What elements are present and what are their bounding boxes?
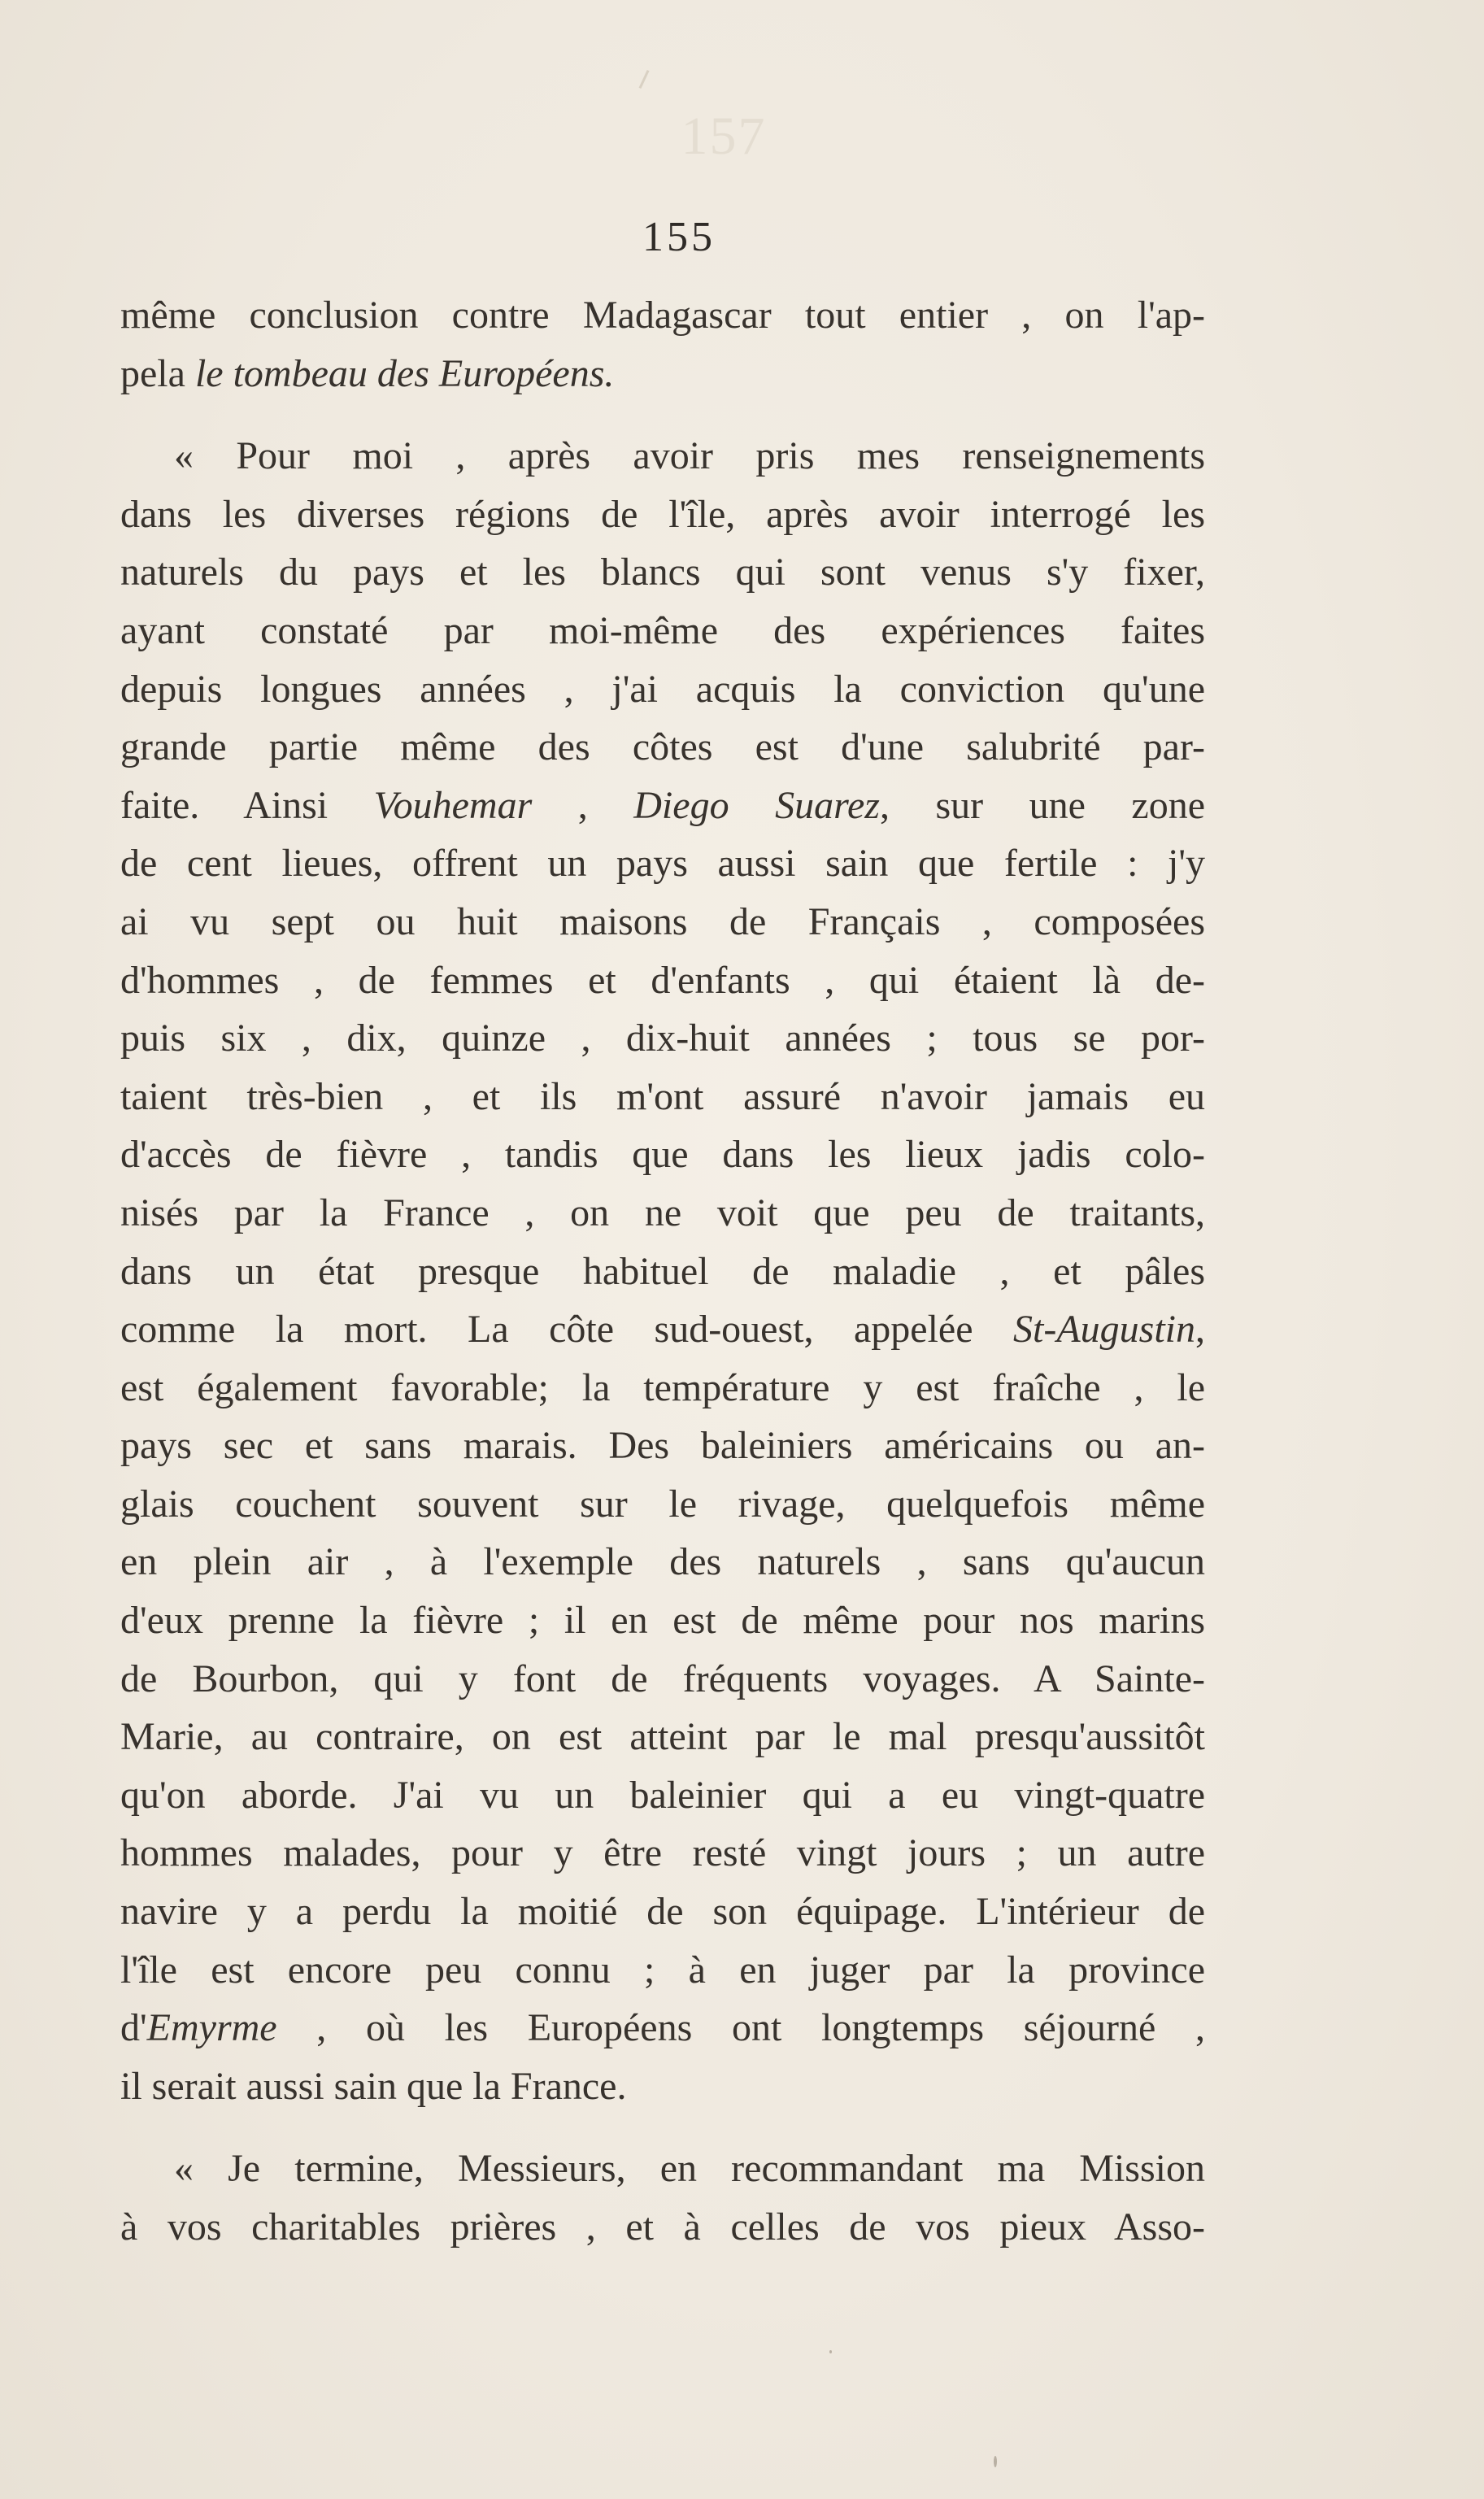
text-line: navire y a perdu la moitié de son équipage. L'intérieur de xyxy=(120,1890,1205,1934)
paragraph-gap xyxy=(120,2115,1205,2140)
text-line: depuis longues années , j'ai acquis la conviction qu'une xyxy=(120,667,1205,711)
text-line: même conclusion contre Madagascar tout entier , on l'ap- xyxy=(120,294,1205,337)
text-line: faite. Ainsi Vouhemar , Diego Suarez, sur une zone xyxy=(120,783,1206,827)
text-line: à vos charitables prières , et à celles de vos pieux Asso- xyxy=(120,2205,1205,2249)
paragraph xyxy=(120,427,1205,2115)
text-line: naturels du pays et les blancs qui sont venus s'y fixer, xyxy=(120,551,1205,594)
text-line: qu'on aborde. J'ai vu un baleinier qui a eu vingt-quatre xyxy=(120,1773,1205,1817)
text-line: d'Emyrme , où les Européens ont longtemps séjourné , xyxy=(120,2006,1205,2050)
paper-speck xyxy=(994,2456,997,2467)
text-line: dans les diverses régions de l'île, après avoir interrogé les xyxy=(120,492,1205,536)
bleed-through-page-number: 157 xyxy=(681,107,767,166)
text-line: nisés par la France , on ne voit que peu de traitants, xyxy=(120,1191,1205,1234)
paragraph xyxy=(120,2140,1205,2256)
text-line: de Bourbon, qui y font de fréquents voyages. A Sainte- xyxy=(120,1657,1205,1700)
text-line: en plein air , à l'exemple des naturels , sans qu'aucun xyxy=(120,1540,1205,1584)
text-line: pays sec et sans marais. Des baleiniers américains ou an- xyxy=(120,1424,1205,1468)
text-line: il serait aussi sain que la France. xyxy=(120,2064,627,2108)
page-number: 155 xyxy=(642,214,716,260)
text-line: grande partie même des côtes est d'une salubrité par- xyxy=(120,725,1205,769)
text-line: taient très-bien , et ils m'ont assuré n'avoir jamais eu xyxy=(120,1074,1205,1118)
text-line: Marie, au contraire, on est atteint par le mal presqu'aussitôt xyxy=(120,1715,1205,1759)
text-line: dans un état presque habituel de maladie , et pâles xyxy=(120,1249,1205,1293)
text-line: ai vu sept ou huit maisons de Français , composées xyxy=(120,899,1205,943)
text-line: l'île est encore peu connu ; à en juger par la province xyxy=(120,1948,1205,1992)
text-line: d'eux prenne la fièvre ; il en est de même pour nos marins xyxy=(120,1599,1205,1643)
paragraph-gap xyxy=(120,403,1205,427)
text-line: pela le tombeau des Européens. xyxy=(120,351,615,395)
text-line: d'accès de fièvre , tandis que dans les lieux jadis colo- xyxy=(120,1133,1205,1177)
text-line: est également favorable; la température y est fraîche , le xyxy=(120,1365,1205,1409)
text-line: ayant constaté par moi-même des expériences faites xyxy=(120,608,1205,652)
text-line: puis six , dix, quinze , dix-huit années ; tous se por- xyxy=(120,1017,1205,1060)
italic-text: le tombeau des Européens. xyxy=(194,351,615,395)
text-line: d'hommes , de femmes et d'enfants , qui étaient là de- xyxy=(120,958,1205,1002)
body-text xyxy=(120,286,1205,2257)
text-line: hommes malades, pour y être resté vingt jours ; un autre xyxy=(120,1831,1205,1875)
text-line: « Pour moi , après avoir pris mes renseignements xyxy=(174,434,1205,478)
paragraph xyxy=(120,286,1205,403)
paper-speck xyxy=(829,2350,832,2353)
text-line: de cent lieues, offrent un pays aussi sain que fertile : j'y xyxy=(120,842,1205,886)
text-line: glais couchent souvent sur le rivage, quelquefois même xyxy=(120,1482,1205,1526)
italic-text: St-Augustin xyxy=(1013,1308,1195,1352)
text-line: comme la mort. La côte sud-ouest, appelée St-Augustin, xyxy=(120,1308,1205,1352)
italic-text: Emyrme xyxy=(146,2006,277,2050)
italic-text: Diego Suarez xyxy=(633,783,880,827)
text-line: « Je termine, Messieurs, en recommandant ma Mission xyxy=(174,2147,1205,2191)
italic-text: Vouhemar xyxy=(373,783,533,827)
